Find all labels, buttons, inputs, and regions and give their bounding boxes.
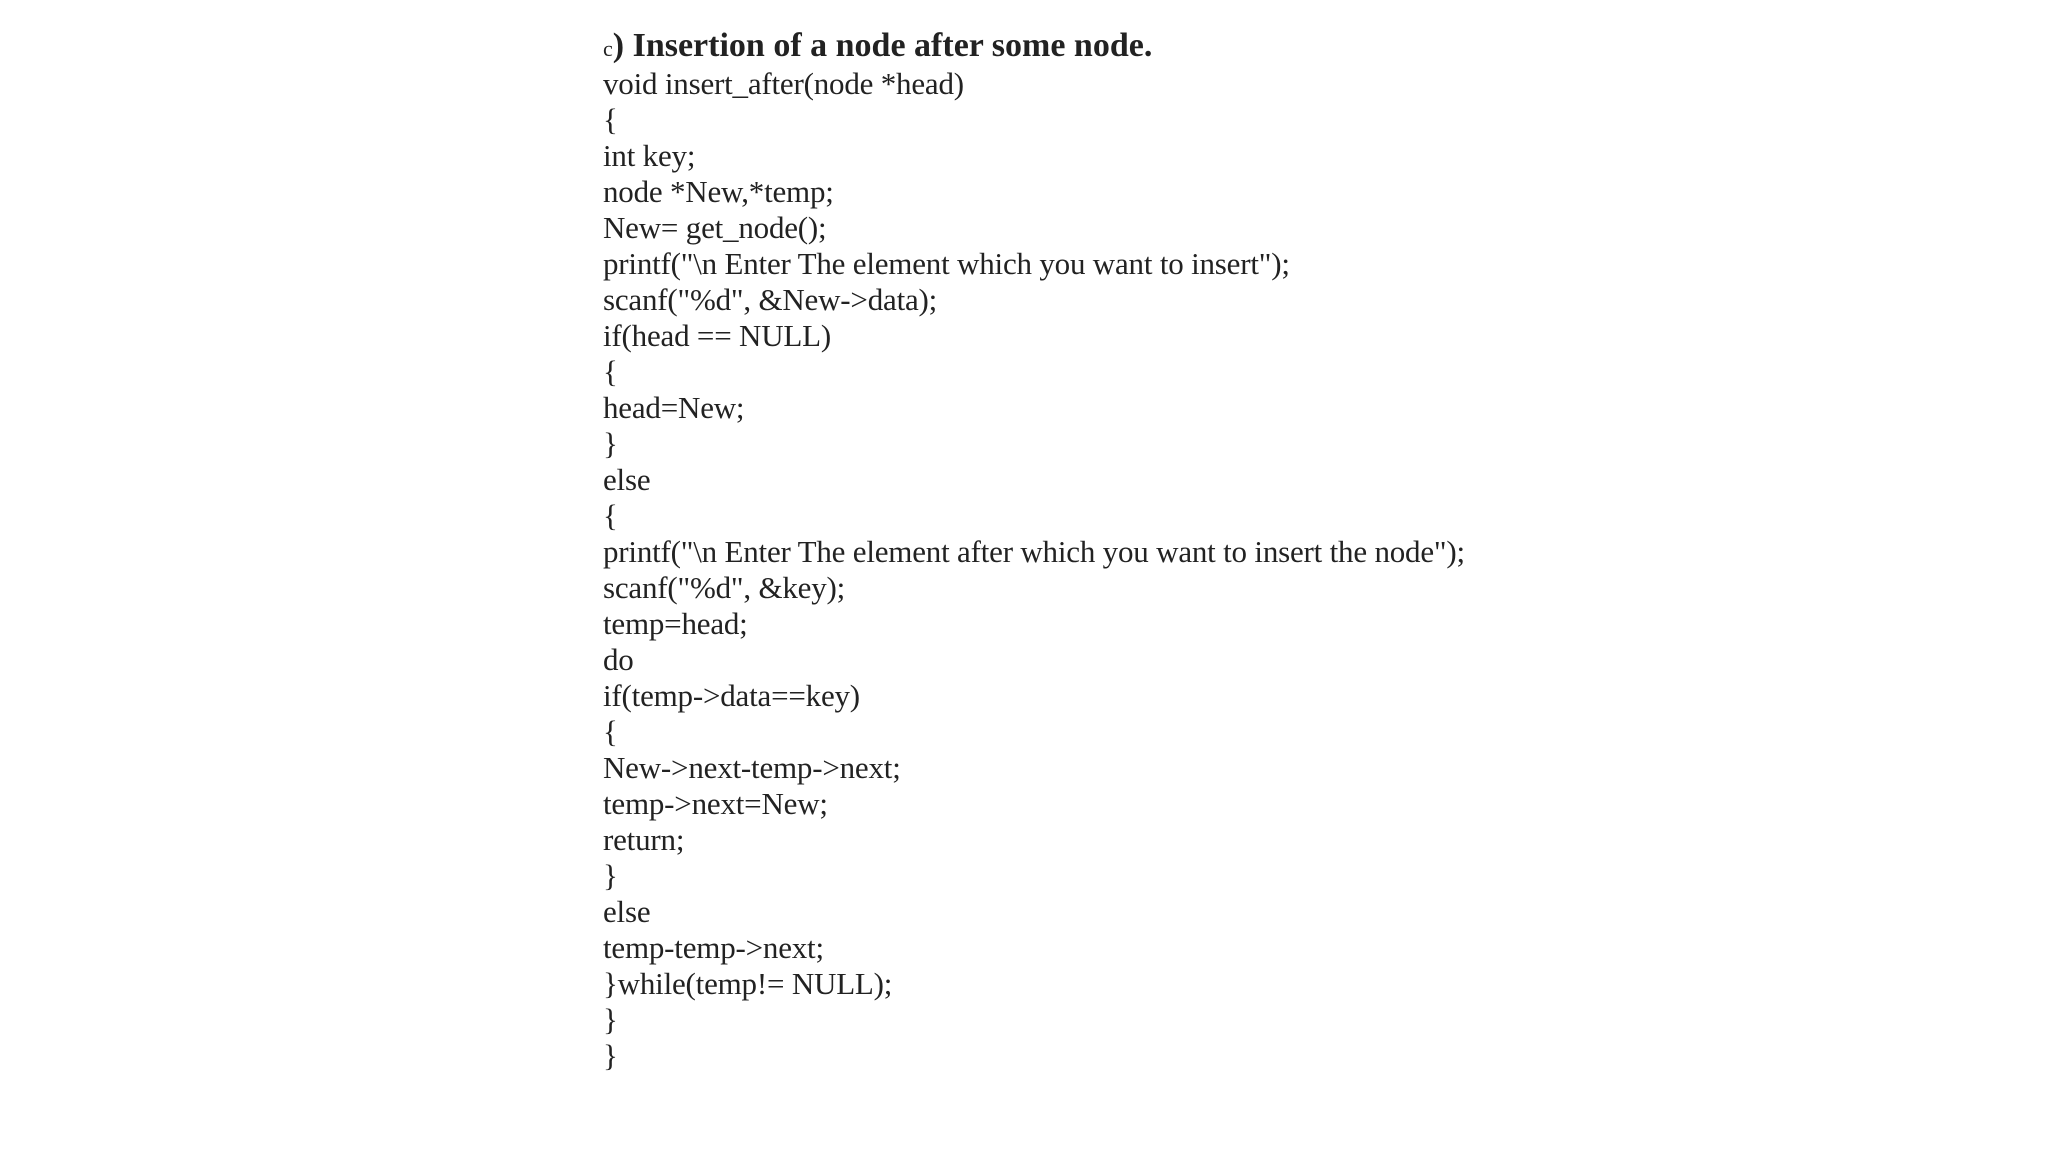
code-line: } xyxy=(603,426,618,461)
code-line: printf("\n Enter The element after which you want to insert the node"); xyxy=(603,534,1465,569)
code-line: temp->next=New; xyxy=(603,786,828,821)
code-line: if(head == NULL) xyxy=(603,318,832,353)
code-line: { xyxy=(603,354,618,389)
code-line: if(temp->data==key) xyxy=(603,678,860,713)
code-line: else xyxy=(603,894,651,929)
code-line: } xyxy=(603,1002,618,1037)
code-line: return; xyxy=(603,822,685,857)
code-line: void insert_after(node *head) xyxy=(603,66,964,101)
code-line: { xyxy=(603,102,618,137)
code-line: node *New,*temp; xyxy=(603,174,834,209)
section-heading xyxy=(603,26,1465,66)
code-line: }while(temp!= NULL); xyxy=(603,966,893,1001)
code-block xyxy=(603,66,1465,1074)
code-line: do xyxy=(603,642,634,677)
code-line: } xyxy=(603,1038,618,1073)
code-line: temp-temp->next; xyxy=(603,930,824,965)
code-line: { xyxy=(603,714,618,749)
heading-title: ) Insertion of a node after some node. xyxy=(612,27,1153,64)
document-content xyxy=(603,26,1465,1074)
code-line: head=New; xyxy=(603,390,745,425)
code-line: } xyxy=(603,858,618,893)
heading-prefix: c xyxy=(603,36,613,61)
code-line: New= get_node(); xyxy=(603,210,827,245)
code-line: printf("\n Enter The element which you want to insert"); xyxy=(603,246,1290,281)
code-line: int key; xyxy=(603,138,696,173)
code-line: else xyxy=(603,462,651,497)
code-line: { xyxy=(603,498,618,533)
code-line: scanf("%d", &New->data); xyxy=(603,282,938,317)
code-line: temp=head; xyxy=(603,606,748,641)
code-line: New->next-temp->next; xyxy=(603,750,901,785)
code-line: scanf("%d", &key); xyxy=(603,570,846,605)
